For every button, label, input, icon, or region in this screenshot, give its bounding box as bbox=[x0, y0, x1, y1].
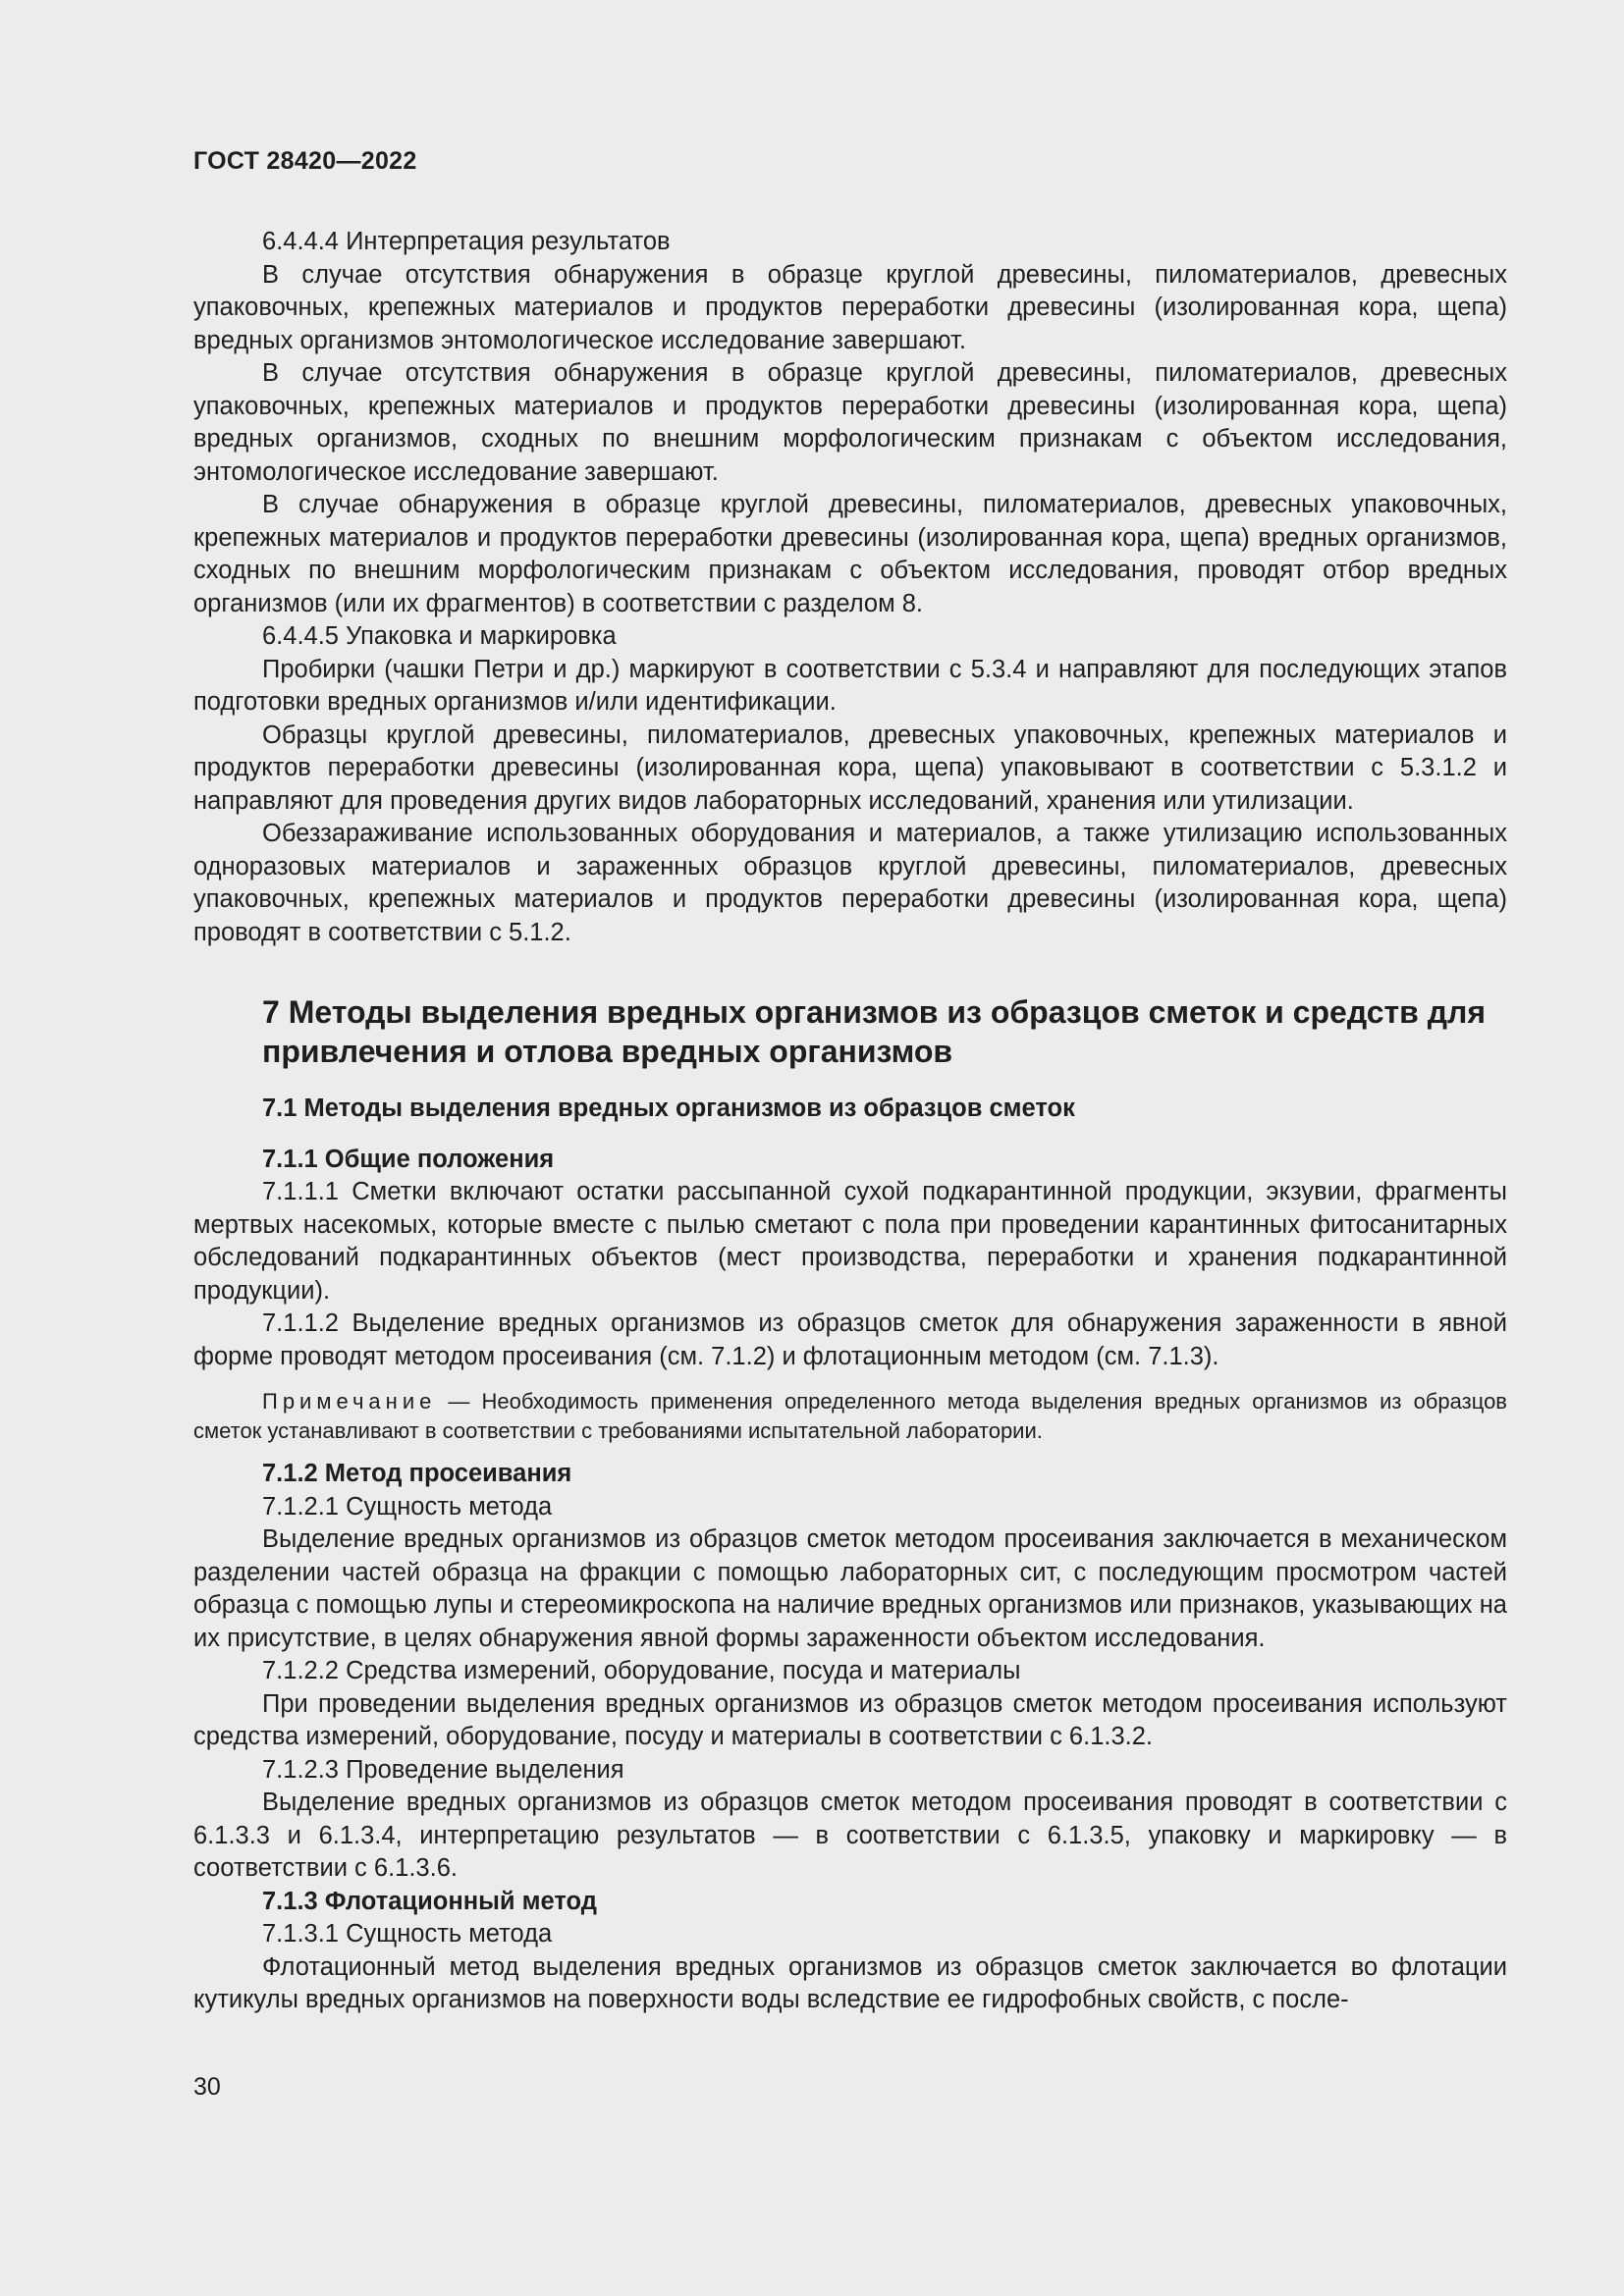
subsection-heading: 7.1 Методы выделения вредных организмов из образцов сметок bbox=[262, 1095, 1075, 1122]
clause-title: 7.1.2.1 Сущность метода bbox=[262, 1492, 553, 1521]
clause-title: 7.1.3.1 Сущность метода bbox=[262, 1920, 553, 1948]
subsubsection-heading: 7.1.2 Метод просеивания bbox=[262, 1460, 572, 1487]
body-paragraph: В случае обнаружения в образце круглой древесины, пиломатериалов, древесных упаковочных, крепежных материалов и продуктов переработки древесины (изолированная кора, щепа) вредных организмов, сходных по внешним морфологическим признакам с объектом исследования, проводят отбор вредных организмов (или их фрагментов) в соответствии с разделом 8. bbox=[193, 491, 1507, 617]
body-paragraph: Пробирки (чашки Петри и др.) маркируют в соответствии с 5.3.4 и направляют для последующих этапов подготовки вредных организмов и/или идентификации. bbox=[193, 655, 1507, 716]
body-paragraph: Обеззараживание использованных оборудования и материалов, а также утилизацию использованных одноразовых материалов и зараженных образцов круглой древесины, пиломатериалов, древесных упаковочных, крепежных материалов и продуктов переработки древесины (изолированная кора, щепа) проводят в соответствии с 5.1.2. bbox=[193, 820, 1507, 946]
clause-title: 6.4.4.4 Интерпретация результатов bbox=[262, 228, 671, 255]
clause-title: 7.1.2.2 Средства измерений, оборудование, посуда и материалы bbox=[262, 1657, 1021, 1684]
note-paragraph bbox=[193, 1387, 1507, 1446]
body-paragraph: В случае отсутствия обнаружения в образце круглой древесины, пиломатериалов, древесных упаковочных, крепежных материалов и продуктов переработки древесины (изолированная кора, щепа) вредных организмов энтомологическое исследование завершают. bbox=[193, 260, 1507, 354]
body-paragraph: Выделение вредных организмов из образцов сметок методом просеивания заключается в механическом разделении частей образца на фракции с помощью лабораторных сит, с последующим просмотром частей образца с помощью лупы и стереомикроскопа на наличие вредных организмов или признаков, указывающих на их присутствие, в целях обнаружения явной формы зараженности объектом исследования. bbox=[193, 1525, 1507, 1652]
document-body bbox=[193, 226, 1507, 2017]
body-paragraph: При проведении выделения вредных организмов из образцов сметок методом просеивания используют средства измерений, оборудование, посуду и материалы в соответствии с 6.1.3.2. bbox=[193, 1689, 1507, 1750]
note-text: — Необходимость применения определенного метода выделения вредных организмов из образцов сметок устанавливают в соответствии с требованиями испытательной лаборатории. bbox=[193, 1389, 1507, 1443]
page-number: 30 bbox=[193, 2073, 221, 2101]
body-paragraph: 7.1.1.2 Выделение вредных организмов из образцов сметок для обнаружения зараженности в явной форме проводят методом просеивания (см. 7.1.2) и флотационным методом (см. 7.1.3). bbox=[193, 1309, 1507, 1370]
section-heading: 7 Методы выделения вредных организмов из образцов сметок и средств для привлечения и отлова вредных организмов bbox=[262, 994, 1487, 1069]
body-paragraph: В случае отсутствия обнаружения в образце круглой древесины, пиломатериалов, древесных упаковочных, крепежных материалов и продуктов переработки древесины (изолированная кора, щепа) вредных организмов, сходных по внешним морфологическим признакам с объектом исследования, энтомологическое исследование завершают. bbox=[193, 359, 1507, 486]
body-paragraph: Выделение вредных организмов из образцов сметок методом просеивания проводят в соответствии с 6.1.3.3 и 6.1.3.4, интерпретацию результатов — в соответствии с 6.1.3.5, упаковку и маркировку — в соответствии с 6.1.3.6. bbox=[193, 1789, 1507, 1882]
body-paragraph: 7.1.1.1 Сметки включают остатки рассыпанной сухой подкарантинной продукции, экзувии, фрагменты мертвых насекомых, которые вместе с пылью сметают с пола при проведении карантинных фитосанитарных обследований подкарантинных объектов (мест производства, переработки и хранения подкарантинной продукции). bbox=[193, 1178, 1507, 1305]
document-header: ГОСТ 28420—2022 bbox=[193, 147, 417, 175]
body-paragraph: Флотационный метод выделения вредных организмов из образцов сметок заключается во флотации кутикулы вредных организмов на поверхности воды вследствие ее гидрофобных свойств, с после- bbox=[193, 1952, 1507, 2013]
body-paragraph: Образцы круглой древесины, пиломатериалов, древесных упаковочных, крепежных материалов и продуктов переработки древесины (изолированная кора, щепа) упаковывают в соответствии с 5.3.1.2 и направляют для проведения других видов лабораторных исследований, хранения или утилизации. bbox=[193, 721, 1507, 815]
clause-title: 6.4.4.5 Упаковка и маркировка bbox=[262, 622, 617, 650]
clause-title: 7.1.2.3 Проведение выделения bbox=[262, 1755, 624, 1784]
subsubsection-heading: 7.1.3 Флотационный метод bbox=[262, 1887, 597, 1915]
note-label: Примечание bbox=[262, 1389, 437, 1414]
subsubsection-heading: 7.1.1 Общие положения bbox=[262, 1145, 555, 1173]
